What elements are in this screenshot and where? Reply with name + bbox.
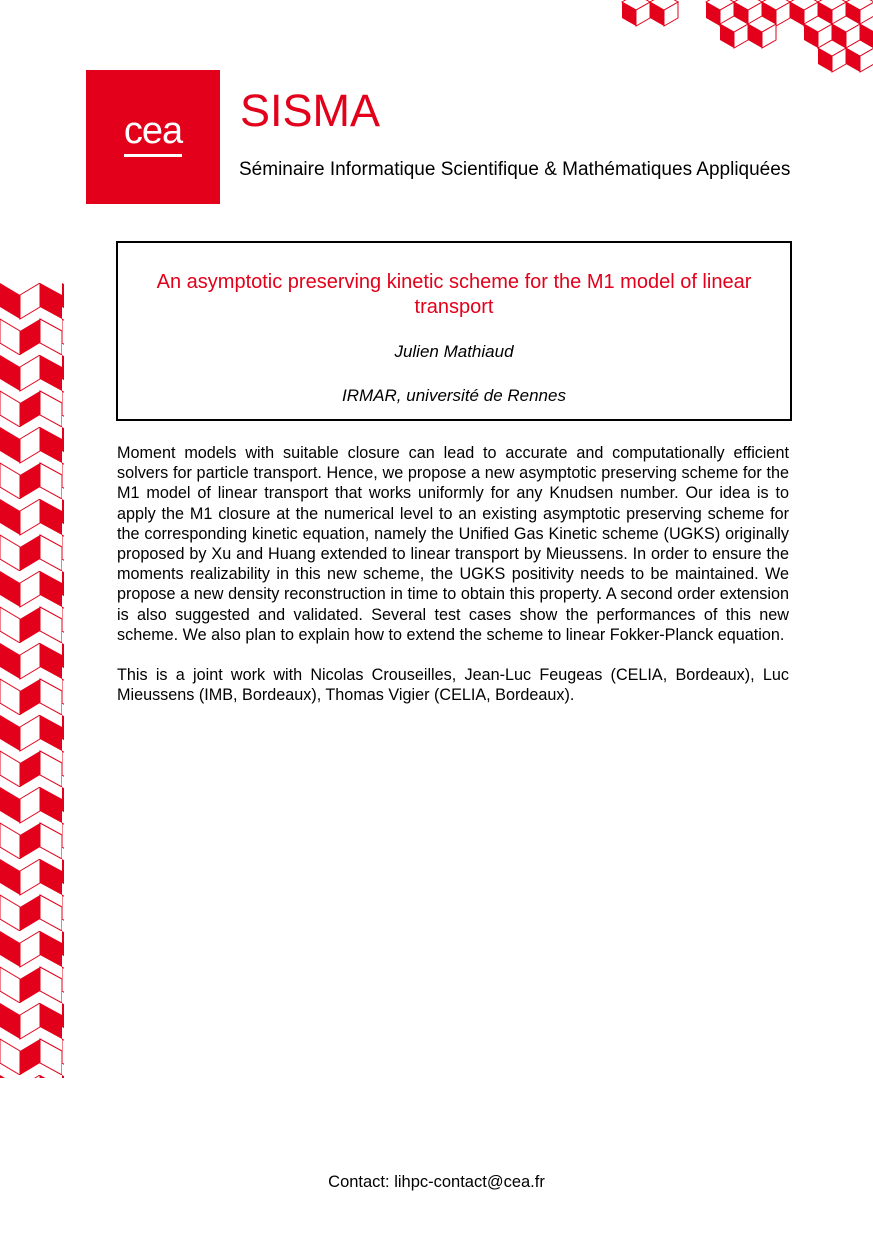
speaker-affiliation: IRMAR, université de Rennes: [342, 386, 566, 405]
cea-logo-text: cea: [124, 112, 182, 157]
cea-logo: [86, 70, 220, 204]
decorative-cubes-left: [0, 283, 64, 1078]
joint-work-paragraph: This is a joint work with Nicolas Crouseilles, Jean-Luc Feugeas (CELIA, Bordeaux), Luc Mieussens (IMB, Bordeaux), Thomas Vigier (CELIA, Bordeaux).: [117, 666, 789, 705]
talk-title: An asymptotic preserving kinetic scheme for the M1 model of linear transport: [156, 271, 752, 318]
decorative-cubes-top: [620, 0, 873, 75]
seminar-title: SISMA: [240, 85, 381, 136]
contact-line: Contact: lihpc-contact@cea.fr: [328, 1173, 545, 1191]
talk-header-box: [116, 241, 792, 421]
speaker-name: Julien Mathiaud: [394, 342, 514, 361]
seminar-subtitle: Séminaire Informatique Scientifique & Mathématiques Appliquées: [239, 159, 791, 180]
abstract-body: [117, 443, 789, 725]
abstract-paragraph: Moment models with suitable closure can lead to accurate and computationally efficient solvers for particle transport. Hence, we propose a new asymptotic preserving scheme for the M1 model of linear transport that works uniformly for any Knudsen number. Our idea is to apply the M1 closure at the numerical level to an existing asymptotic preserving scheme for the corresponding kinetic equation, namely the Unified Gas Kinetic scheme (UGKS) originally proposed by Xu and Huang extended to linear transport by Mieussens. In order to ensure the moments realizability in this new scheme, the UGKS positivity needs to be maintained. We propose a new density reconstruction in time to obtain this property. A second order extension is also suggested and validated. Several test cases show the performances of this new scheme. We also plan to explain how to extend the scheme to linear Fokker-Planck equation.: [117, 444, 789, 644]
